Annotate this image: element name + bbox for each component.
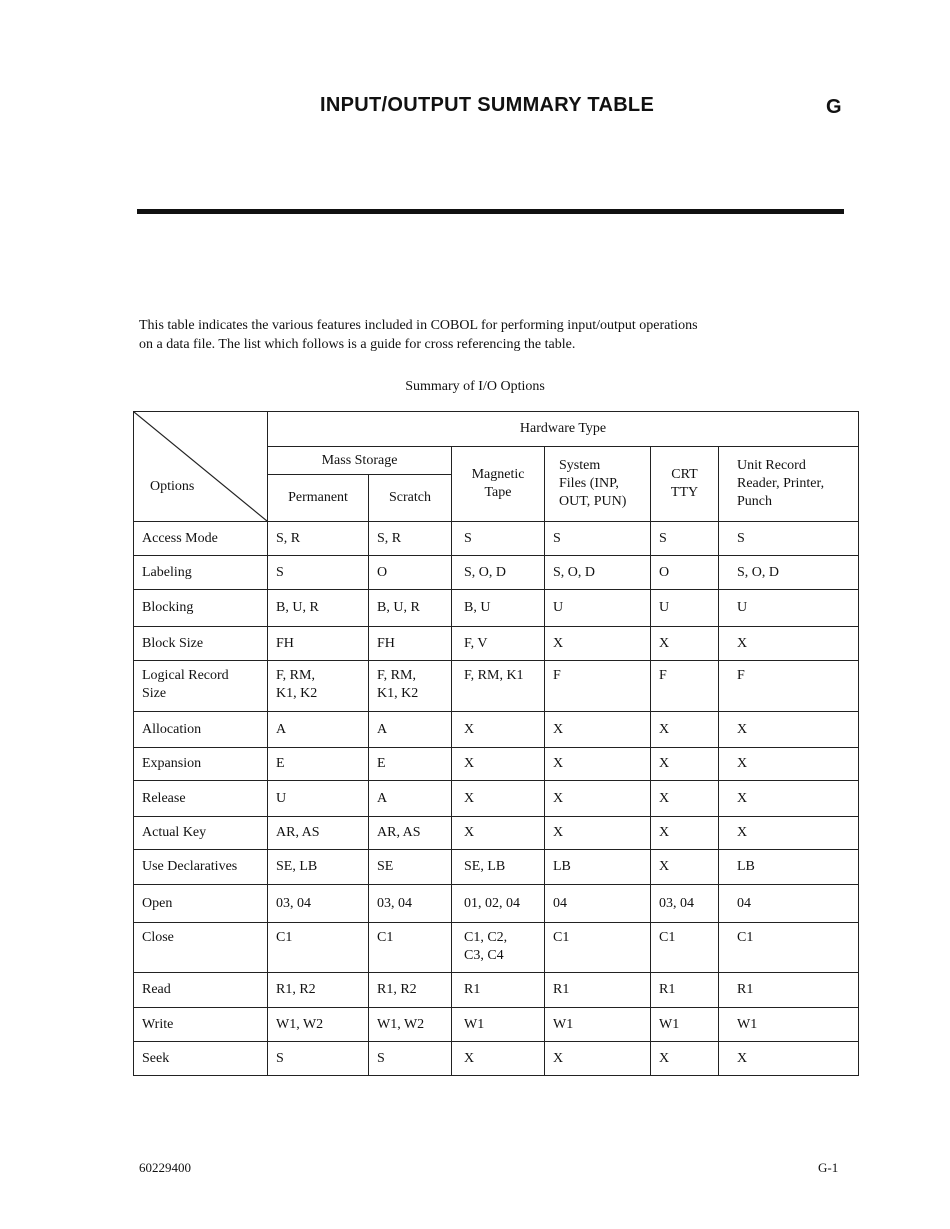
- table-cell: [545, 627, 651, 661]
- page-title: INPUT/OUTPUT SUMMARY TABLE: [320, 94, 655, 116]
- cell-line: S: [737, 530, 745, 546]
- cell-line: R1: [659, 982, 676, 997]
- table-cell: [369, 973, 452, 1008]
- row-label-line: Blocking: [142, 600, 194, 615]
- header-line: Magnetic: [471, 467, 525, 482]
- cell-line: R1: [553, 982, 570, 997]
- table-cell: [719, 661, 859, 712]
- row-label-line: Use Declaratives: [142, 859, 238, 874]
- table-cell: [268, 973, 369, 1008]
- row-label: [134, 781, 268, 817]
- cell-line: X: [737, 635, 748, 651]
- table-row: [134, 712, 859, 748]
- appendix-letter: G: [826, 96, 842, 118]
- table-cell: [369, 748, 452, 781]
- header-line: Tape: [484, 485, 512, 500]
- cell-line: A: [276, 721, 287, 737]
- cell-line: S: [276, 564, 284, 580]
- table-cell: [545, 923, 651, 973]
- cell-line: X: [659, 721, 670, 737]
- row-label: [134, 522, 268, 556]
- cell-line: SE, LB: [464, 859, 506, 874]
- table-row: [134, 850, 859, 885]
- cell-line: C1: [737, 930, 754, 945]
- table-row: [134, 973, 859, 1008]
- table-cell: [268, 522, 369, 556]
- header-line: Punch: [737, 494, 772, 509]
- table-cell: [719, 781, 859, 817]
- table-cell: [545, 1042, 651, 1076]
- diagonal-divider: [134, 412, 267, 521]
- intro-line-2: on a data file. The list which follows is a guide for cross referencing the table.: [139, 337, 576, 352]
- table-cell: [268, 781, 369, 817]
- row-label: [134, 627, 268, 661]
- table-cell: [369, 556, 452, 590]
- row-label: [134, 817, 268, 850]
- table-cell: [719, 850, 859, 885]
- row-label-line: Size: [142, 686, 167, 701]
- row-label-line: Access Mode: [142, 530, 218, 546]
- row-label-line: Read: [142, 982, 171, 997]
- cell-line: F: [553, 668, 561, 683]
- table-cell: [651, 748, 719, 781]
- intro-line-1: This table indicates the various features included in COBOL for performing input/output operations: [139, 318, 698, 333]
- row-label: [134, 885, 268, 923]
- cell-line: X: [659, 790, 670, 806]
- cell-line: R1, R2: [377, 982, 417, 997]
- header-line: OUT, PUN): [559, 494, 627, 509]
- table-cell: [719, 1008, 859, 1042]
- cell-line: K1, K2: [276, 686, 318, 701]
- row-label: [134, 1042, 268, 1076]
- cell-line: F, RM,: [377, 668, 416, 683]
- row-label: [134, 1008, 268, 1042]
- cell-line: X: [659, 825, 670, 840]
- cell-line: X: [464, 756, 475, 771]
- hardware-type-header: Hardware Type: [268, 412, 859, 447]
- row-label: [134, 661, 268, 712]
- cell-line: C1: [659, 930, 676, 945]
- table-row: [134, 1042, 859, 1076]
- cell-line: X: [553, 825, 564, 840]
- cell-line: X: [464, 790, 475, 806]
- table-row: [134, 748, 859, 781]
- table-cell: [545, 973, 651, 1008]
- table-row: [134, 923, 859, 973]
- cell-line: LB: [737, 859, 755, 874]
- table-cell: [268, 712, 369, 748]
- permanent-header: Permanent: [268, 475, 369, 522]
- table-cell: [651, 1008, 719, 1042]
- header-line: System: [559, 458, 601, 473]
- table-cell: [268, 885, 369, 923]
- cell-line: X: [464, 721, 475, 737]
- table-cell: [545, 781, 651, 817]
- table-caption: Summary of I/O Options: [405, 379, 545, 394]
- table-cell: [719, 1042, 859, 1076]
- table-cell: [651, 590, 719, 627]
- cell-line: W1: [737, 1016, 758, 1032]
- table-cell: [369, 1042, 452, 1076]
- row-label-line: Logical Record: [142, 668, 229, 683]
- cell-line: X: [737, 790, 748, 806]
- table-cell: [452, 661, 545, 712]
- cell-line: X: [659, 756, 670, 771]
- intro-paragraph: [139, 316, 849, 354]
- row-label-line: Actual Key: [142, 825, 207, 840]
- mass-storage-header: Mass Storage: [268, 447, 452, 475]
- io-summary-table: [133, 411, 859, 1076]
- table-cell: [651, 850, 719, 885]
- cell-line: SE, LB: [276, 859, 318, 874]
- header-line: CRT: [671, 467, 698, 482]
- cell-line: F, RM, K1: [464, 668, 524, 683]
- table-cell: [719, 973, 859, 1008]
- cell-line: F, V: [464, 635, 488, 651]
- table-cell: [545, 712, 651, 748]
- crt-tty-header: [651, 447, 719, 522]
- cell-line: S: [276, 1050, 284, 1066]
- table-cell: [452, 817, 545, 850]
- cell-line: X: [659, 635, 670, 651]
- table-cell: [545, 1008, 651, 1042]
- cell-line: AR, AS: [276, 825, 320, 840]
- table-row: [134, 627, 859, 661]
- table-cell: [452, 850, 545, 885]
- cell-line: S, R: [276, 530, 301, 546]
- table-row: [134, 1008, 859, 1042]
- table-cell: [545, 590, 651, 627]
- table-cell: [369, 781, 452, 817]
- table-cell: [452, 556, 545, 590]
- table-cell: [452, 522, 545, 556]
- header-line: Reader, Printer,: [737, 476, 825, 491]
- cell-line: R1: [737, 982, 754, 997]
- table-cell: [452, 923, 545, 973]
- cell-line: X: [659, 859, 670, 874]
- table-cell: [651, 923, 719, 973]
- cell-line: C1: [553, 930, 570, 945]
- cell-line: X: [464, 825, 475, 840]
- table-cell: [268, 590, 369, 627]
- cell-line: S, O, D: [464, 564, 507, 580]
- scratch-header: Scratch: [369, 475, 452, 522]
- row-label: [134, 590, 268, 627]
- table-cell: [369, 627, 452, 661]
- cell-line: E: [377, 756, 386, 771]
- table-cell: [651, 712, 719, 748]
- table-row: [134, 885, 859, 923]
- row-label-line: Labeling: [142, 564, 192, 580]
- cell-line: R1, R2: [276, 982, 316, 997]
- cell-line: B, U, R: [377, 600, 420, 615]
- cell-line: F, RM,: [276, 668, 315, 683]
- cell-line: O: [377, 564, 388, 580]
- row-label: [134, 850, 268, 885]
- cell-line: E: [276, 756, 285, 771]
- cell-line: U: [553, 600, 564, 615]
- table-cell: [719, 556, 859, 590]
- cell-line: X: [553, 721, 564, 737]
- table-body: [134, 522, 859, 1076]
- table-cell: [545, 885, 651, 923]
- cell-line: S, O, D: [553, 564, 596, 580]
- cell-line: 03, 04: [659, 895, 694, 911]
- table-cell: [651, 522, 719, 556]
- table-cell: [651, 973, 719, 1008]
- table-cell: [369, 712, 452, 748]
- row-label-line: Seek: [142, 1050, 170, 1066]
- row-label: [134, 748, 268, 781]
- table-cell: [369, 885, 452, 923]
- header-line: TTY: [670, 485, 699, 500]
- cell-line: X: [737, 1050, 748, 1066]
- table-cell: [268, 850, 369, 885]
- table-cell: [268, 556, 369, 590]
- cell-line: X: [659, 1050, 670, 1066]
- table-cell: [651, 556, 719, 590]
- table-cell: [369, 923, 452, 973]
- header-rule: [137, 209, 844, 214]
- table-cell: [719, 748, 859, 781]
- table-cell: [719, 522, 859, 556]
- cell-line: X: [553, 756, 564, 771]
- table-cell: [268, 748, 369, 781]
- table-cell: [651, 817, 719, 850]
- unit-record-header: [719, 447, 859, 522]
- cell-line: A: [377, 790, 388, 806]
- cell-line: 03, 04: [377, 895, 412, 911]
- table-cell: [651, 627, 719, 661]
- table-cell: [268, 1008, 369, 1042]
- table-row: [134, 781, 859, 817]
- cell-line: X: [737, 721, 748, 737]
- cell-line: S: [659, 530, 667, 546]
- table-cell: [268, 661, 369, 712]
- table-cell: [369, 661, 452, 712]
- cell-line: S, O, D: [737, 564, 780, 580]
- table-cell: [651, 1042, 719, 1076]
- cell-line: W1: [464, 1016, 485, 1032]
- table-row: [134, 556, 859, 590]
- cell-line: X: [737, 756, 748, 771]
- table-row: [134, 590, 859, 627]
- row-label: [134, 973, 268, 1008]
- table-cell: [452, 973, 545, 1008]
- table-cell: [268, 923, 369, 973]
- cell-line: S: [553, 530, 561, 546]
- options-label: Options: [150, 479, 195, 494]
- table-cell: [545, 522, 651, 556]
- table-cell: [268, 627, 369, 661]
- cell-line: LB: [553, 859, 571, 874]
- options-header-cell: [134, 412, 268, 522]
- table-cell: [452, 590, 545, 627]
- table-cell: [452, 781, 545, 817]
- row-label-line: Close: [142, 930, 174, 945]
- cell-line: X: [464, 1050, 475, 1066]
- table-cell: [452, 627, 545, 661]
- cell-line: U: [276, 790, 287, 806]
- table-cell: [719, 627, 859, 661]
- table-cell: [651, 781, 719, 817]
- table-cell: [268, 1042, 369, 1076]
- cell-line: U: [659, 600, 670, 615]
- table-cell: [651, 885, 719, 923]
- row-label-line: Expansion: [142, 756, 202, 771]
- cell-line: F: [659, 668, 667, 683]
- cell-line: K1, K2: [377, 686, 419, 701]
- cell-line: FH: [276, 635, 294, 651]
- table-cell: [268, 817, 369, 850]
- table-cell: [545, 850, 651, 885]
- table-cell: [719, 712, 859, 748]
- cell-line: S: [377, 1050, 385, 1066]
- cell-line: F: [737, 668, 745, 683]
- table-cell: [369, 590, 452, 627]
- table-cell: [545, 661, 651, 712]
- row-label-line: Write: [142, 1016, 174, 1032]
- cell-line: SE: [377, 859, 394, 874]
- table-cell: [719, 885, 859, 923]
- table-cell: [545, 556, 651, 590]
- header-line: Files (INP,: [559, 476, 619, 491]
- cell-line: R1: [464, 982, 481, 997]
- cell-line: 01, 02, 04: [464, 895, 520, 911]
- page-number: G-1: [818, 1160, 839, 1175]
- cell-line: FH: [377, 635, 395, 651]
- cell-line: O: [659, 564, 670, 580]
- row-label-line: Open: [142, 895, 173, 911]
- system-files-header: [545, 447, 651, 522]
- table-row: [134, 522, 859, 556]
- cell-line: X: [553, 1050, 564, 1066]
- cell-line: AR, AS: [377, 825, 421, 840]
- cell-line: W1: [659, 1016, 680, 1032]
- header-line: Unit Record: [737, 458, 806, 473]
- magnetic-tape-header: [452, 447, 545, 522]
- cell-line: W1: [553, 1016, 574, 1032]
- cell-line: W1, W2: [377, 1016, 425, 1032]
- table-cell: [719, 923, 859, 973]
- cell-line: U: [737, 600, 748, 615]
- cell-line: 04: [737, 895, 751, 911]
- table-cell: [719, 590, 859, 627]
- row-label: [134, 556, 268, 590]
- table-cell: [452, 1008, 545, 1042]
- table-cell: [545, 748, 651, 781]
- cell-line: C1: [377, 930, 394, 945]
- table-cell: [651, 661, 719, 712]
- cell-line: B, U, R: [276, 600, 319, 615]
- cell-line: X: [737, 825, 748, 840]
- table-cell: [369, 817, 452, 850]
- row-label-line: Allocation: [142, 721, 202, 737]
- table-cell: [452, 748, 545, 781]
- table-cell: [452, 885, 545, 923]
- table-row: [134, 817, 859, 850]
- cell-line: C1: [276, 930, 293, 945]
- table-cell: [452, 1042, 545, 1076]
- cell-line: C1, C2,: [464, 930, 508, 945]
- cell-line: 04: [553, 895, 567, 911]
- row-label-line: Release: [142, 790, 186, 806]
- cell-line: A: [377, 721, 388, 737]
- row-label-line: Block Size: [142, 635, 204, 651]
- row-label: [134, 923, 268, 973]
- cell-line: B, U: [464, 600, 491, 615]
- cell-line: S: [464, 530, 472, 546]
- document-number: 60229400: [139, 1160, 191, 1175]
- cell-line: W1, W2: [276, 1016, 324, 1032]
- cell-line: 03, 04: [276, 895, 311, 911]
- cell-line: X: [553, 635, 564, 651]
- table-cell: [369, 1008, 452, 1042]
- cell-line: C3, C4: [464, 948, 504, 963]
- row-label: [134, 712, 268, 748]
- table-cell: [545, 817, 651, 850]
- cell-line: S, R: [377, 530, 402, 546]
- table-cell: [369, 522, 452, 556]
- table-cell: [719, 817, 859, 850]
- table-cell: [369, 850, 452, 885]
- cell-line: X: [553, 790, 564, 806]
- table-row: [134, 661, 859, 712]
- table-cell: [452, 712, 545, 748]
